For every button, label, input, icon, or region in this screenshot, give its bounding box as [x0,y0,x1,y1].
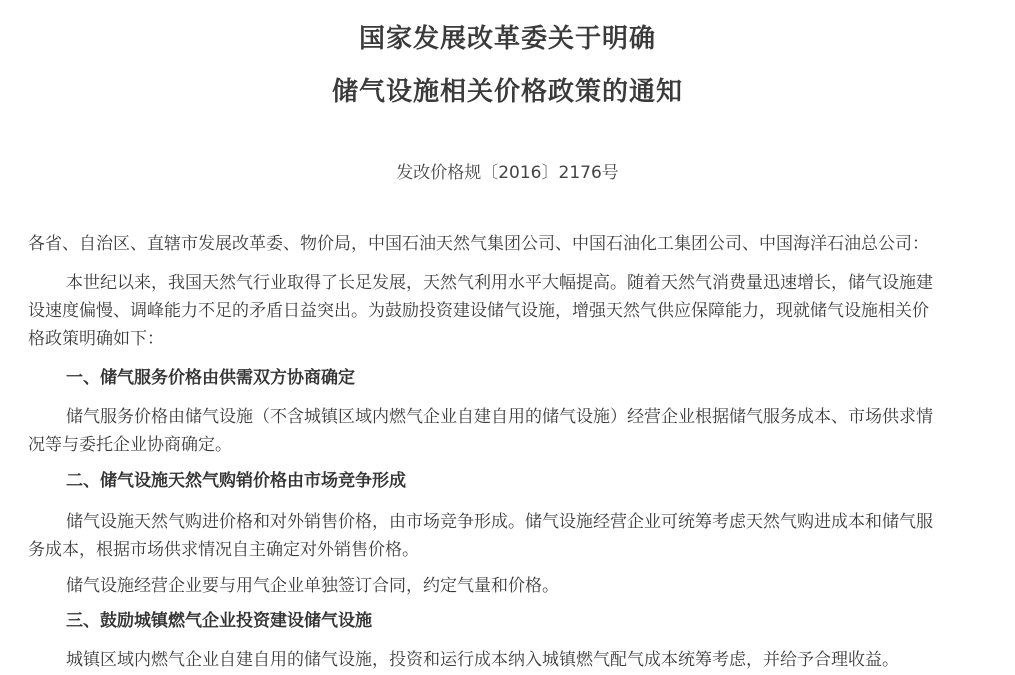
section-2-paragraph-1-line-2: 务成本，根据市场供求情况自主确定对外销售价格。 [28,540,419,560]
intro-line-1: 本世纪以来，我国天然气行业取得了长足发展，天然气利用水平大幅提高。随着天然气消费量迅速增长，储气设施建 [66,273,933,293]
section-2-paragraph-2: 储气设施经营企业要与用气企业单独签订合同，约定气量和价格。 [66,576,559,596]
section-1-paragraph-line-2: 况等与委托企业协商确定。 [28,435,232,455]
section-3-paragraph-1: 城镇区域内燃气企业自建自用的储气设施，投资和运行成本纳入城镇燃气配气成本统筹考虑，并给予合理收益。 [66,650,899,670]
section-2-heading: 二、储气设施天然气购销价格由市场竞争形成 [66,471,406,491]
section-2-paragraph-1-line-1: 储气设施天然气购进价格和对外销售价格，由市场竞争形成。储气设施经营企业可统筹考虑天然气购进成本和储气服 [66,512,933,532]
intro-line-3: 格政策明确如下： [28,329,164,349]
document-title-line-2: 储气设施相关价格政策的通知 [331,77,683,107]
section-1-heading: 一、储气服务价格由供需双方协商确定 [66,368,355,388]
section-1-paragraph-line-1: 储气服务价格由储气设施（不含城镇区域内燃气企业自建自用的储气设施）经营企业根据储气服务成本、市场供求情 [66,407,933,427]
addressee-line: 各省、自治区、直辖市发展改革委、物价局，中国石油天然气集团公司、中国石油化工集团公司、中国海洋石油总公司： [28,234,929,254]
intro-line-2: 设速度偏慢、调峰能力不足的矛盾日益突出。为鼓励投资建设储气设施，增强天然气供应保障能力，现就储气设施相关价 [28,301,929,321]
section-3-heading: 三、鼓励城镇燃气企业投资建设储气设施 [66,611,372,631]
document-number: 发改价格规〔2016〕2176号 [396,163,619,183]
document-title-line-1: 国家发展改革委关于明确 [358,24,656,54]
